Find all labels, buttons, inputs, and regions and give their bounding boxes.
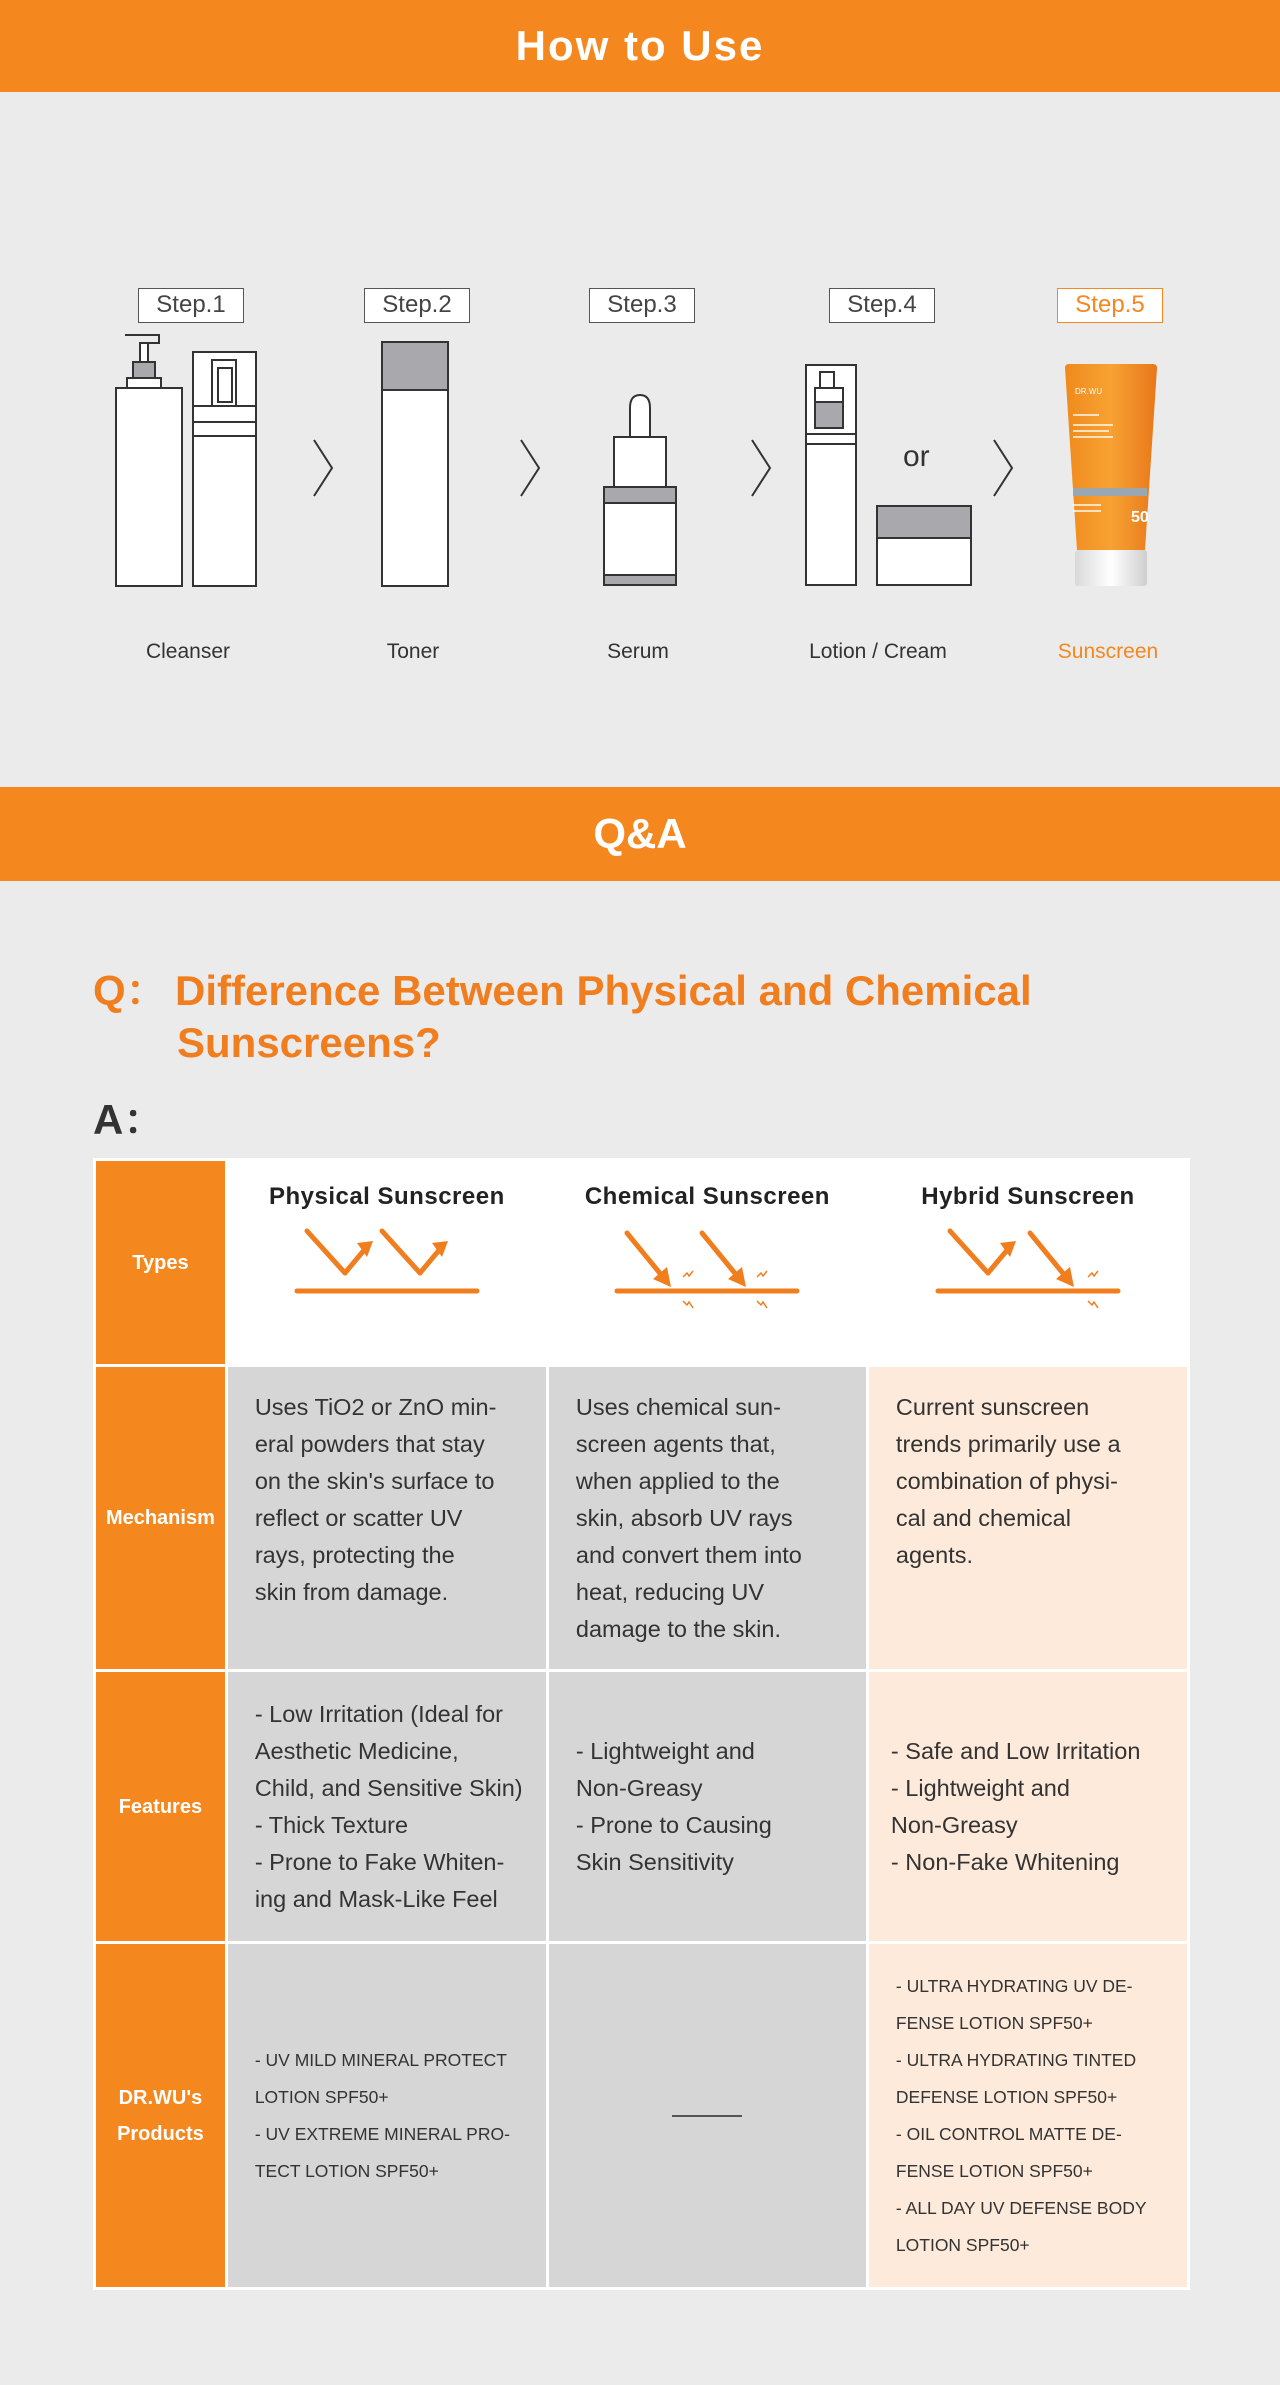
chevron-right-icon [992, 438, 1014, 498]
text-line: - Non-Fake Whitening [890, 1848, 1120, 1875]
text-line: - Lightweight and [890, 1774, 1070, 1801]
hybrid-type-cell [867, 1160, 1188, 1366]
physical-features-cell [226, 1671, 547, 1943]
sunscreen-label: Sunscreen [1057, 640, 1159, 663]
physical-features-text [228, 1696, 546, 1918]
text-line: Uses TiO2 or ZnO min- [254, 1393, 497, 1420]
text-line: when applied to the [575, 1467, 780, 1494]
product-line: FENSE LOTION SPF50+ [895, 2012, 1093, 2033]
features-row-header: Features [95, 1671, 227, 1943]
text-line: - Prone to Causing [575, 1811, 772, 1838]
question [93, 965, 1032, 1017]
hybrid-features-cell [867, 1671, 1188, 1943]
qa-header: Q&A [0, 787, 1280, 881]
text-line: - Lightweight and [575, 1737, 755, 1764]
chevron-right-icon [519, 438, 541, 498]
serum-label: Serum [607, 640, 669, 663]
hybrid-sunscreen-title: Hybrid Sunscreen [921, 1183, 1135, 1210]
types-row-header: Types [95, 1160, 227, 1366]
text-line: Non-Greasy [575, 1774, 703, 1801]
text-line: screen agents that, [575, 1430, 776, 1457]
chemical-features-cell [547, 1671, 867, 1943]
step-5-box: Step.5 [1057, 288, 1163, 323]
products-row-header [95, 1943, 227, 2289]
question-mark: Q： [93, 967, 168, 1014]
physical-mechanism-text [228, 1389, 546, 1648]
product-line: DEFENSE LOTION SPF50+ [895, 2086, 1118, 2107]
types-row [95, 1160, 1189, 1366]
products-row [95, 1943, 1189, 2289]
chemical-type-cell [547, 1160, 867, 1366]
text-line: eral powders that stay [254, 1430, 485, 1457]
text-line: cal and chemical [895, 1504, 1071, 1531]
chemical-products-cell [547, 1943, 867, 2289]
physical-reflect-diagram-icon [287, 1221, 487, 1301]
product-line: - OIL CONTROL MATTE DE- [895, 2123, 1122, 2144]
text-line: Non-Greasy [890, 1811, 1018, 1838]
text-line: - Thick Texture [254, 1811, 409, 1838]
text-line: Uses chemical sun- [575, 1393, 781, 1420]
question-line-2: Sunscreens? [177, 1019, 441, 1066]
tube-brand-text: DR.WU [1075, 387, 1103, 396]
chemical-features-text [549, 1733, 866, 1881]
text-line: and convert them into [575, 1541, 802, 1568]
text-line: skin from damage. [254, 1578, 449, 1605]
text-line: ing and Mask-Like Feel [254, 1885, 498, 1912]
hybrid-mechanism-text [869, 1389, 1187, 1648]
products-header-line-1: DR.WU's [118, 2086, 203, 2109]
text-line: Aesthetic Medicine, [254, 1737, 459, 1764]
product-line: - UV EXTREME MINERAL PRO- [254, 2123, 510, 2144]
cleanser-label: Cleanser [145, 640, 231, 663]
no-products-dash [672, 2115, 742, 2117]
product-line: - ULTRA HYDRATING UV DE- [895, 1975, 1133, 1996]
physical-mechanism-cell [226, 1366, 547, 1671]
product-line: - ULTRA HYDRATING TINTED [895, 2049, 1137, 2070]
product-line: - ALL DAY UV DEFENSE BODY [895, 2197, 1147, 2218]
text-line: combination of physi- [895, 1467, 1118, 1494]
text-line: Child, and Sensitive Skin) [254, 1774, 523, 1801]
step-4-box: Step.4 [829, 288, 935, 323]
physical-type-cell [226, 1160, 547, 1366]
text-line: rays, protecting the [254, 1541, 455, 1568]
text-line: trends primarily use a [895, 1430, 1121, 1457]
chevron-right-icon [750, 438, 772, 498]
answer-mark: A： [93, 1096, 166, 1143]
physical-sunscreen-title: Physical Sunscreen [268, 1183, 505, 1210]
sunscreen-tube-illustration [1063, 362, 1159, 588]
lotion-cream-illustration [803, 362, 973, 588]
text-line: skin, absorb UV rays [575, 1504, 793, 1531]
text-line: on the skin's surface to [254, 1467, 495, 1494]
text-line: - Safe and Low Irritation [890, 1737, 1141, 1764]
text-line: damage to the skin. [575, 1615, 781, 1642]
text-line: heat, reducing UV [575, 1578, 764, 1605]
products-header-line-2: Products [117, 2122, 204, 2145]
toner-label: Toner [386, 640, 440, 663]
hybrid-mechanism-cell [867, 1366, 1188, 1671]
step-1-box: Step.1 [138, 288, 244, 323]
features-row [95, 1671, 1189, 1943]
mechanism-row [95, 1366, 1189, 1671]
chemical-mechanism-text [549, 1389, 866, 1648]
cleanser-bottles-illustration [112, 332, 262, 588]
hybrid-products-cell [867, 1943, 1188, 2289]
question-line-1: Difference Between Physical and Chemical [175, 967, 1032, 1014]
product-line: FENSE LOTION SPF50+ [895, 2160, 1093, 2181]
tube-spf-text: 50 [1131, 509, 1149, 526]
text-line: - Low Irritation (Ideal for [254, 1700, 503, 1727]
product-line: LOTION SPF50+ [254, 2086, 389, 2107]
toner-bottle-illustration [380, 340, 452, 588]
mechanism-row-header: Mechanism [95, 1366, 227, 1671]
step-3-box: Step.3 [589, 288, 695, 323]
or-text: or [903, 440, 930, 473]
text-line: - Prone to Fake Whiten- [254, 1848, 505, 1875]
text-line: Skin Sensitivity [575, 1848, 734, 1875]
step-2-box: Step.2 [364, 288, 470, 323]
hybrid-diagram-icon [928, 1221, 1128, 1321]
chevron-right-icon [312, 438, 334, 498]
product-line: LOTION SPF50+ [895, 2234, 1030, 2255]
text-line: reflect or scatter UV [254, 1504, 463, 1531]
product-line: TECT LOTION SPF50+ [254, 2160, 439, 2181]
lotion-cream-label: Lotion / Cream [809, 640, 947, 663]
physical-products-cell [226, 1943, 547, 2289]
chemical-absorb-diagram-icon [607, 1221, 807, 1321]
product-line: - UV MILD MINERAL PROTECT [254, 2049, 507, 2070]
hybrid-products-text [869, 1968, 1187, 2264]
serum-dropper-illustration [602, 392, 678, 588]
sunscreen-comparison-table [93, 1158, 1190, 2290]
physical-products-text [228, 2042, 546, 2190]
text-line: agents. [895, 1541, 974, 1568]
chemical-mechanism-cell [547, 1366, 867, 1671]
chemical-sunscreen-title: Chemical Sunscreen [584, 1183, 830, 1210]
how-to-use-header: How to Use [0, 0, 1280, 92]
hybrid-features-text [869, 1733, 1187, 1881]
text-line: Current sunscreen [895, 1393, 1090, 1420]
